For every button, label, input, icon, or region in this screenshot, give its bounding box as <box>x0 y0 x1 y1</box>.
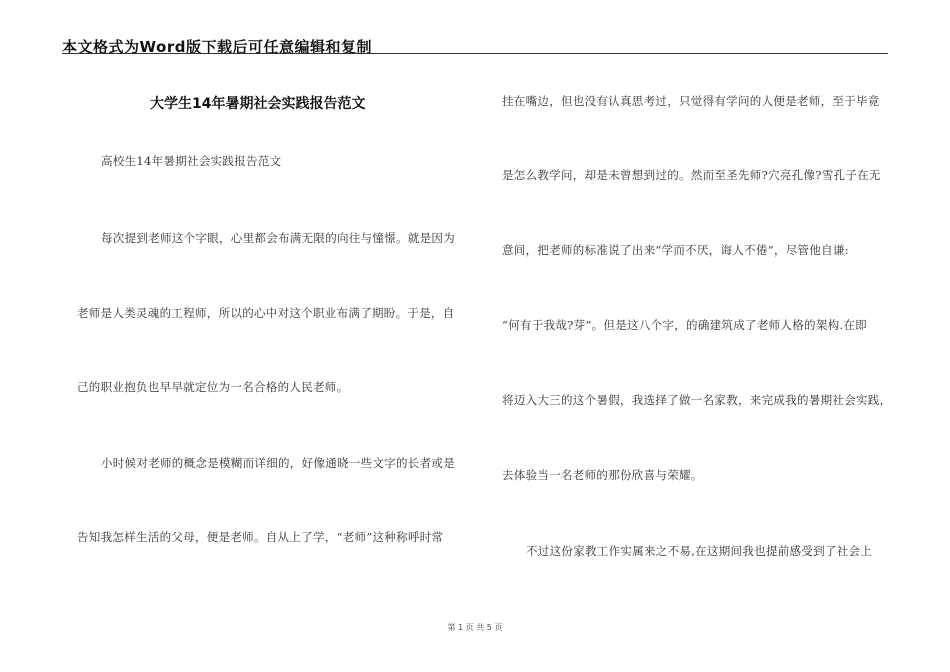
paragraph-line: 告知我怎样生活的父母，便是老师。自从上了学，“老师”这种称呼时常 <box>77 530 444 544</box>
paragraph-line: 是怎么教学问，却是未曾想到过的。然而至圣先师?穴亮孔像?雪孔子在无 <box>502 168 881 182</box>
paragraph-line: 己的职业抱负也早早就定位为一名合格的人民老师。 <box>77 380 349 394</box>
header-divider <box>62 53 888 54</box>
paragraph-line: 高校生14年暑期社会实践报告范文 <box>101 154 282 168</box>
document-banner: 本文格式为Word版下载后可任意编辑和复制 <box>62 38 372 56</box>
paragraph-line: 意间，把老师的标准说了出来“学而不厌，诲人不倦”，尽管他自谦: <box>502 243 849 257</box>
paragraph-line: 不过这份家教工作实属来之不易,在这期间我也提前感受到了社会上 <box>526 544 873 558</box>
paragraph-line: 老师是人类灵魂的工程师，所以的心中对这个职业布满了期盼。于是，自 <box>77 306 455 320</box>
paragraph-line: 去体验当一名老师的那份欣喜与荣耀。 <box>502 468 703 482</box>
paragraph-line: 每次提到老师这个字眼，心里都会布满无限的向往与憧憬。就是因为 <box>101 231 455 245</box>
paragraph-line: 小时候对老师的概念是模糊而详细的，好像通晓一些文字的长者或是 <box>101 456 455 470</box>
paragraph-line: 将迈入大三的这个暑假，我选择了做一名家教，来完成我的暑期社会实践， <box>502 393 892 407</box>
paragraph-line: 挂在嘴边，但也没有认真思考过，只觉得有学问的人便是老师，至于毕竟 <box>502 94 880 108</box>
paragraph-line: “何有于我哉?芽”。但是这八个字，的确建筑成了老师人格的架构.在即 <box>502 318 867 332</box>
document-title: 大学生14年暑期社会实践报告范文 <box>150 96 366 112</box>
page-indicator: 第 1 页 共 5 页 <box>447 623 503 632</box>
